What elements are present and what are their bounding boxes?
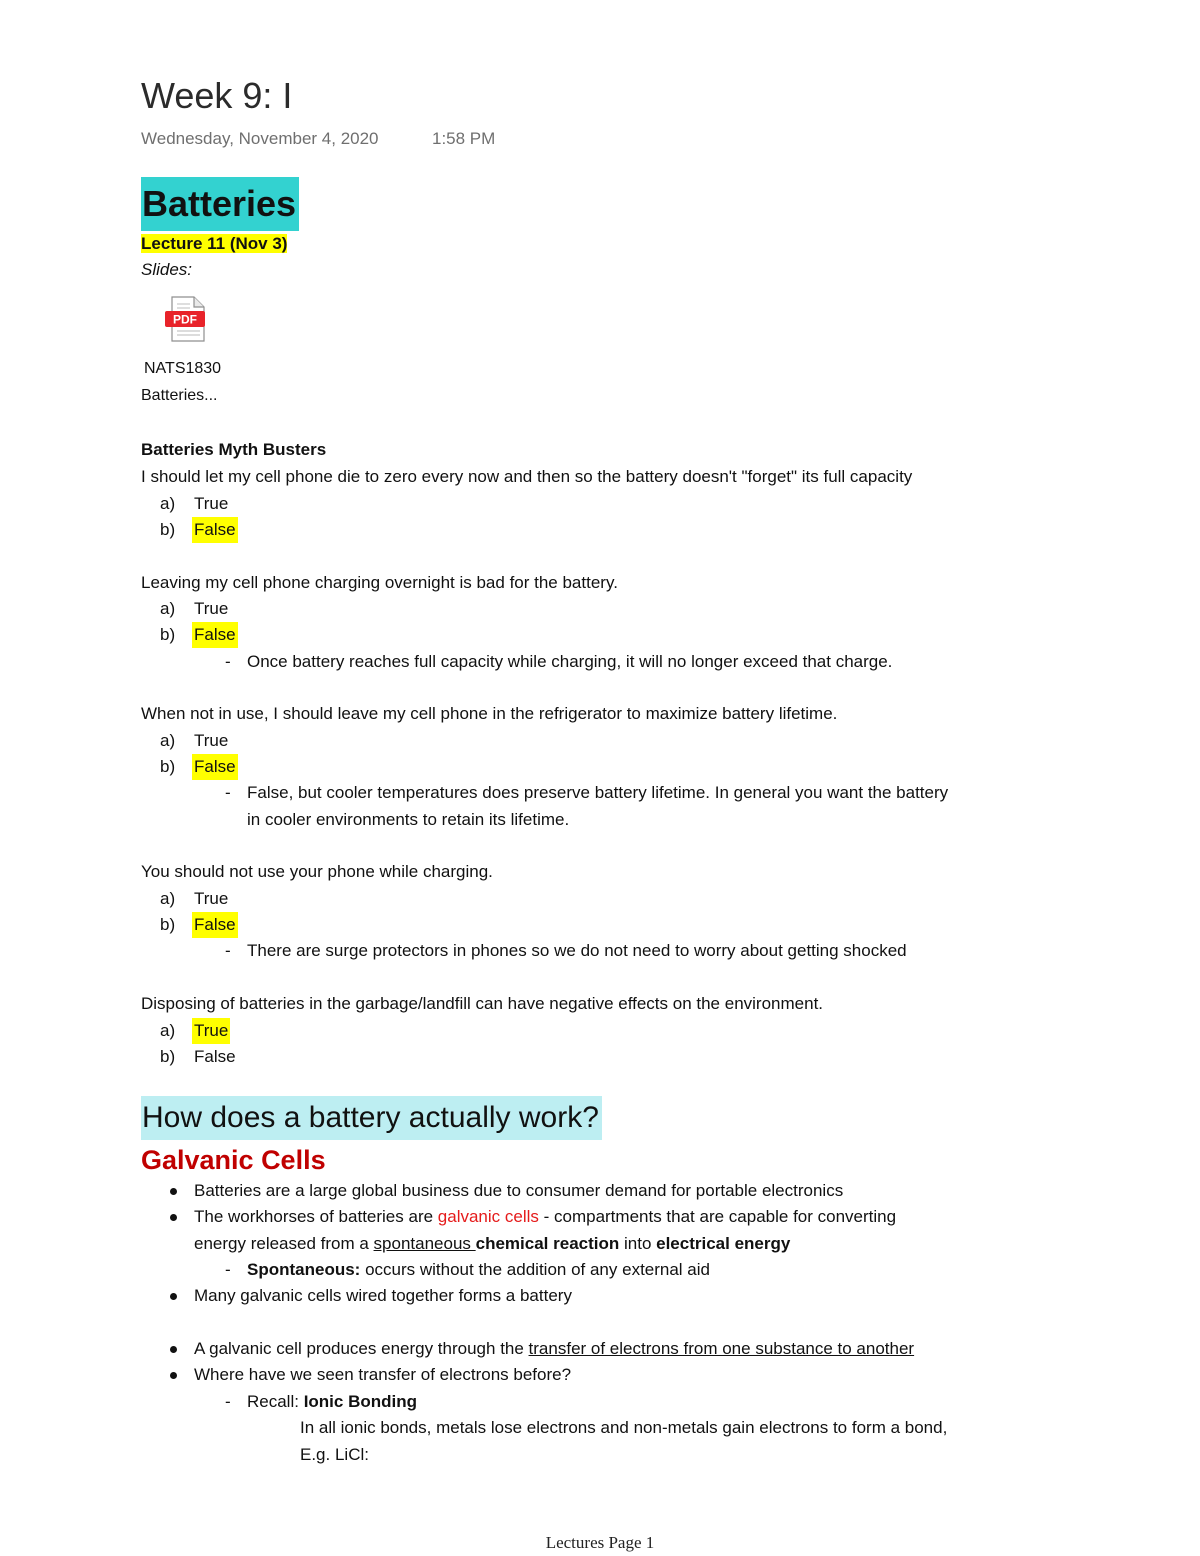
pdf-file-icon[interactable] <box>163 296 209 342</box>
galvanic-cells-term: galvanic cells <box>437 1207 539 1226</box>
q4-note: There are surge protectors in phones so we do not need to worry about getting shocked <box>247 941 907 960</box>
spontaneous-term: spontaneous <box>373 1234 476 1253</box>
q1-option-a-letter: a) <box>160 494 176 513</box>
q3-option-a-letter: a) <box>160 731 176 750</box>
ionic-bond-description: In all ionic bonds, metals lose electrons and non-metals gain electrons to form a bond, <box>300 1418 948 1437</box>
q5-option-b-letter: b) <box>160 1047 176 1066</box>
how-battery-works-heading: How does a battery actually work? <box>141 1096 602 1140</box>
q1-option-b-answer: False <box>192 517 238 543</box>
lecture-label: Lecture 11 (Nov 3) <box>141 234 288 253</box>
bullet-2-line-1: The workhorses of batteries are galvanic cells - compartments that are capable for converting <box>194 1207 897 1226</box>
recall-ionic-bonding: Recall: Ionic Bonding <box>247 1392 418 1411</box>
dash-marker: - <box>225 1260 231 1279</box>
attachment-subtitle[interactable]: Batteries... <box>141 387 218 404</box>
q4-option-a: True <box>194 889 229 908</box>
bullet-marker <box>170 1372 177 1379</box>
q2-option-b-letter: b) <box>160 625 176 644</box>
q2-option-a-letter: a) <box>160 599 176 618</box>
q2-option-a: True <box>194 599 229 618</box>
q3-note-line-1: False, but cooler temperatures does preserve battery lifetime. In general you want the battery <box>247 783 949 802</box>
galvanic-cells-heading: Galvanic Cells <box>141 1145 326 1175</box>
question-5: Disposing of batteries in the garbage/landfill can have negative effects on the environment. <box>141 994 824 1013</box>
myth-busters-heading: Batteries Myth Busters <box>141 440 327 459</box>
q4-option-a-letter: a) <box>160 889 176 908</box>
question-3: When not in use, I should leave my cell phone in the refrigerator to maximize battery lifetime. <box>141 704 838 723</box>
question-1: I should let my cell phone die to zero every now and then so the battery doesn't "forget" its full capacity <box>141 467 913 486</box>
dash-marker: - <box>225 1392 231 1411</box>
pdf-icon-graphic <box>163 296 209 342</box>
bullet-3: Many galvanic cells wired together forms a battery <box>194 1286 572 1305</box>
q3-note-line-2: in cooler environments to retain its lifetime. <box>247 810 570 829</box>
ionic-bond-example: E.g. LiCl: <box>300 1445 369 1464</box>
q1-option-a: True <box>194 494 229 513</box>
bullet-marker <box>170 1214 177 1221</box>
attachment-name[interactable]: NATS1830 <box>144 360 222 377</box>
q3-option-b-answer: False <box>192 754 238 780</box>
bullet-2-line-2: energy released from a spontaneous chemical reaction into electrical energy <box>194 1234 791 1253</box>
pdf-badge: PDF <box>173 312 197 327</box>
spontaneous-definition: Spontaneous: occurs without the addition of any external aid <box>247 1260 710 1279</box>
bullet-1: Batteries are a large global business due to consumer demand for portable electronics <box>194 1181 844 1200</box>
q5-option-a-letter: a) <box>160 1021 176 1040</box>
q2-option-b-answer: False <box>192 622 238 648</box>
batteries-heading: Batteries <box>141 177 299 231</box>
bullet-marker <box>170 1293 177 1300</box>
q4-option-b-answer: False <box>192 912 238 938</box>
q1-option-b-letter: b) <box>160 520 176 539</box>
q5-option-b: False <box>194 1047 236 1066</box>
q3-option-a: True <box>194 731 229 750</box>
q4-option-b-letter: b) <box>160 915 176 934</box>
bullet-marker <box>170 1346 177 1353</box>
dash-marker: - <box>225 652 231 671</box>
page-date: Wednesday, November 4, 2020 <box>141 129 379 148</box>
dash-marker: - <box>225 783 231 802</box>
q5-option-a-answer: True <box>192 1018 230 1044</box>
page-time: 1:58 PM <box>432 129 496 148</box>
bullet-5: Where have we seen transfer of electrons before? <box>194 1365 572 1384</box>
slides-label: Slides: <box>141 260 193 279</box>
page-title: Week 9: I <box>141 75 293 116</box>
question-4: You should not use your phone while charging. <box>141 862 493 881</box>
bullet-4: A galvanic cell produces energy through the transfer of electrons from one substance to another <box>194 1339 915 1358</box>
question-2: Leaving my cell phone charging overnight is bad for the battery. <box>141 573 618 592</box>
q3-option-b-letter: b) <box>160 757 176 776</box>
q2-note: Once battery reaches full capacity while charging, it will no longer exceed that charge. <box>247 652 893 671</box>
bullet-marker <box>170 1188 177 1195</box>
dash-marker: - <box>225 941 231 960</box>
page-footer: Lectures Page 1 <box>545 1533 655 1552</box>
